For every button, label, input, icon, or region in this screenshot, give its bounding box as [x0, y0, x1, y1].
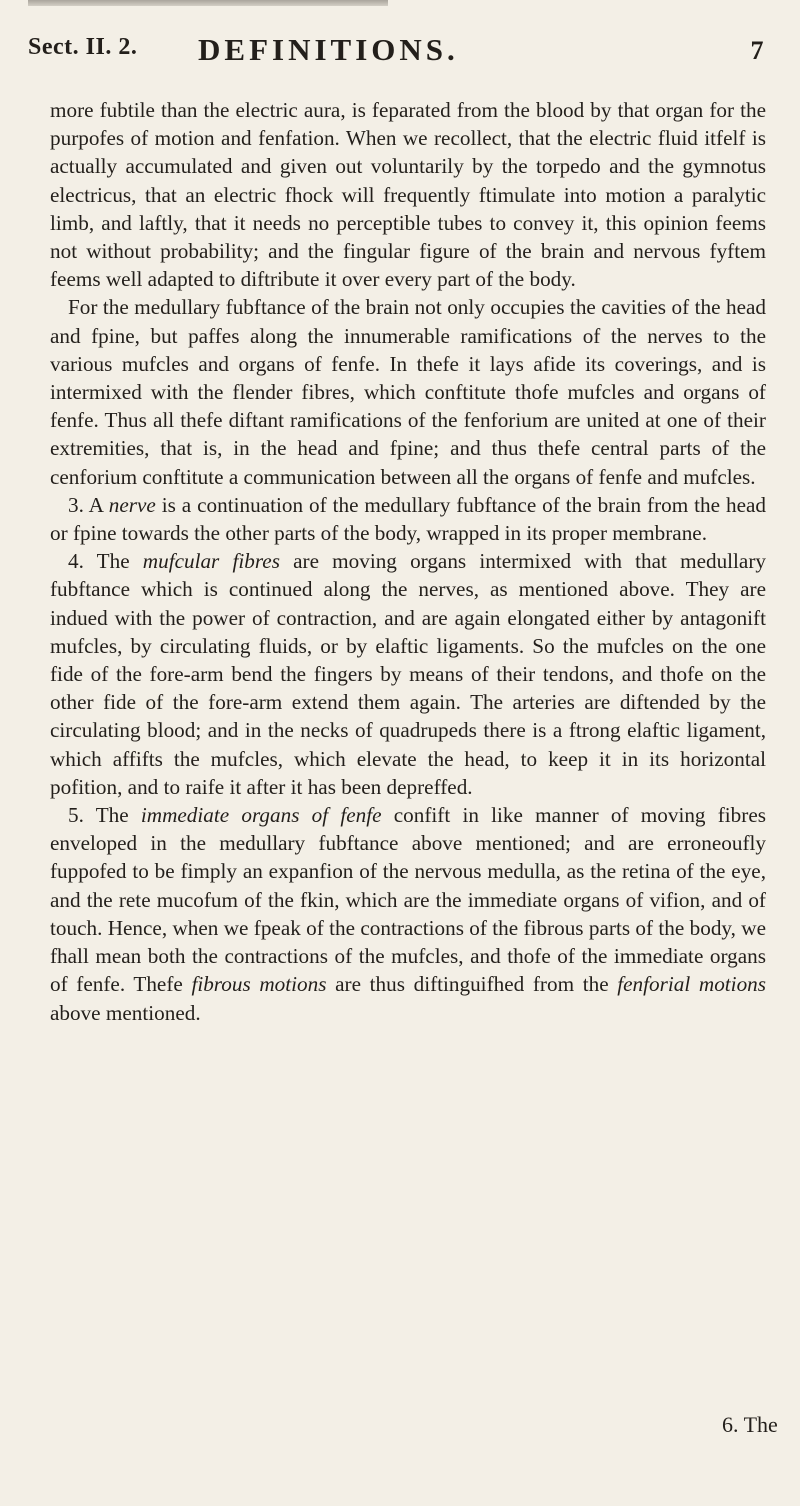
italic-term: nerve [108, 492, 156, 517]
paragraph-3 [50, 491, 766, 547]
text-run: confift in like manner of moving fibres enveloped in the medullary fubftance above mentioned; and are erroneoufly fuppofed to be fimply an expanfion of the nervous medulla, as the retina of the eye, and the rete mucofum of the fkin, which are the immediate organs of vifion, and of touch. Hence, when we fpeak of the contractions of the fibrous parts of the body, we fhall mean both the contractions of the mufcles, and thofe of the immediate organs of fenfe. Thefe [50, 803, 766, 997]
text-run: 4. The [68, 549, 143, 574]
top-rule [28, 0, 388, 6]
text-run: For the medullary fubftance of the brain not only occupies the cavities of the head and fpine, but paffes along the innumerable ramifications of the nerves to the various mufcles and organs of fenfe. In thefe it lays afide its coverings, and is intermixed with the flender fibres, which conftitute thofe mufcles and organs of fenfe. Thus all thefe diftant ramifications of the fenforium are united at one of their extremities, that is, in the head and fpine; and thus thefe central parts of the cenforium conftitute a communication between all the organs of fenfe and mufcles. [50, 295, 766, 489]
text-run: 3. A [68, 492, 109, 517]
paragraph-4 [50, 547, 766, 801]
italic-term: fibrous motions [191, 972, 327, 997]
paragraph-5 [50, 801, 766, 1027]
text-run: more fubtile than the electric aura, is feparated from the blood by that organ for the purpofes of motion and fenfation. When we recollect, that the electric fluid itfelf is actually accumulated and given out voluntarily by the torpedo and the gymnotus electricus, that an electric fhock will frequently ftimulate into motion a paralytic limb, and laftly, that it needs no perceptible tubes to convey it, this opinion feems not without probability; and the fingular figure of the brain and nervous fyftem feems well adapted to diftribute it over every part of the body. [50, 98, 766, 292]
italic-term: immediate organs of fenfe [140, 803, 382, 828]
running-header [28, 32, 768, 76]
paragraph-1 [50, 96, 766, 293]
paragraph-2 [50, 293, 766, 490]
text-run: 5. The [68, 803, 141, 828]
italic-term: fenforial motions [617, 972, 766, 997]
text-run: is a continuation of the medullary fubftance of the brain from the head or fpine towards the other parts of the body, wrapped in its proper membrane. [50, 492, 766, 546]
italic-term: mufcular fibres [142, 549, 280, 574]
body-text [50, 96, 766, 1027]
section-label: Sect. II. 2. [28, 34, 138, 60]
text-run: are thus diftinguifhed from the [326, 972, 618, 997]
catchword: 6. The [722, 1412, 778, 1437]
page-number: 7 [750, 36, 764, 65]
running-title: DEFINITIONS. [198, 32, 459, 67]
text-run: above mentioned. [50, 1000, 201, 1025]
text-run: are moving organs intermixed with that medullary fubftance which is continued along the nerves, as mentioned above. They are indued with the power of contraction, and are again elongated either by antagonift mufcles, by circulating fluids, or by elaftic ligaments. So the mufcles on the one fide of the fore-arm bend the fingers by means of their tendons, and thofe on the other fide of the fore-arm extend them again. The arteries are diftended by the circulating blood; and in the necks of quadrupeds there is a ftrong elaftic ligament, which affifts the mufcles, which elevate the head, to keep it in its horizontal pofition, and to raife it after it has been depreffed. [50, 549, 766, 799]
